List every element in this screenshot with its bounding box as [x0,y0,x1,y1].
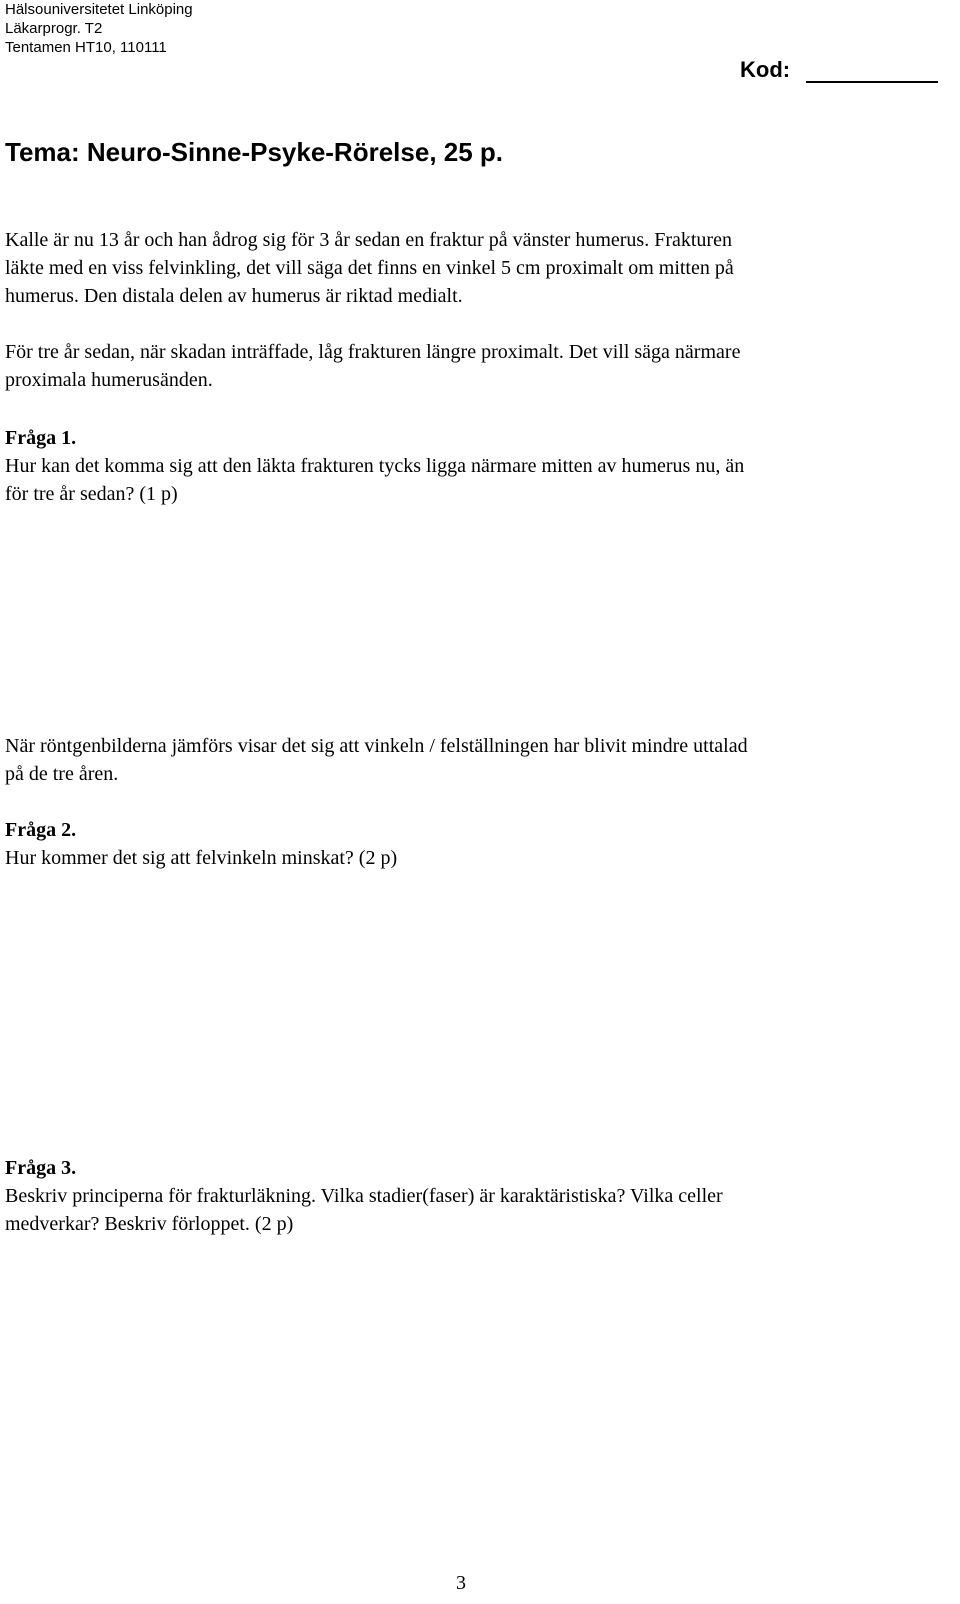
question-1-text [5,452,940,508]
question-3-line: medverkar? Beskriv förloppet. (2 p) [5,1213,294,1235]
question-1-line: för tre år sedan? (1 p) [5,483,178,505]
question-2-context-line: När röntgenbilderna jämförs visar det sig att vinkeln / felställningen har blivit mindre uttalad [5,735,748,757]
question-3-text [5,1182,940,1238]
intro-line: läkte med en viss felvinkling, det vill säga det finns en vinkel 5 cm proximalt om mitten på [5,257,734,279]
institution-name: Hälsouniversitetet Linköping [5,1,193,18]
question-3-line: Beskriv principerna för frakturläkning. Vilka stadier(faser) är karaktäristiska? Vilka celler [5,1185,723,1207]
question-2-context-line: på de tre åren. [5,763,119,785]
intro-line: Kalle är nu 13 år och han ådrog sig för 3 år sedan en fraktur på vänster humerus. Frakturen [5,229,732,251]
program-name: Läkarprogr. T2 [5,20,103,37]
question-2-context [5,732,940,788]
intro-line: humerus. Den distala delen av humerus är riktad medialt. [5,285,463,307]
intro2-line: proximala humerusänden. [5,369,213,391]
question-1-label: Fråga 1. [5,427,77,449]
theme-title: Tema: Neuro-Sinne-Psyke-Rörelse, 25 p. [5,137,504,167]
page-number: 3 [456,1572,466,1594]
intro-paragraph [5,226,940,310]
kod-answer-line [806,81,938,83]
intro2-paragraph [5,338,940,394]
intro2-line: För tre år sedan, när skadan inträffade, låg frakturen längre proximalt. Det vill säga närmare [5,341,741,363]
kod-label: Kod: [740,57,791,82]
question-2-label: Fråga 2. [5,819,77,841]
question-3-label: Fråga 3. [5,1157,77,1179]
question-1-line: Hur kan det komma sig att den läkta frakturen tycks ligga närmare mitten av humerus nu, än [5,455,745,477]
exam-name: Tentamen HT10, 110111 [5,39,167,56]
question-2-text [5,844,940,872]
question-2-line: Hur kommer det sig att felvinkeln minskat? (2 p) [5,847,398,869]
